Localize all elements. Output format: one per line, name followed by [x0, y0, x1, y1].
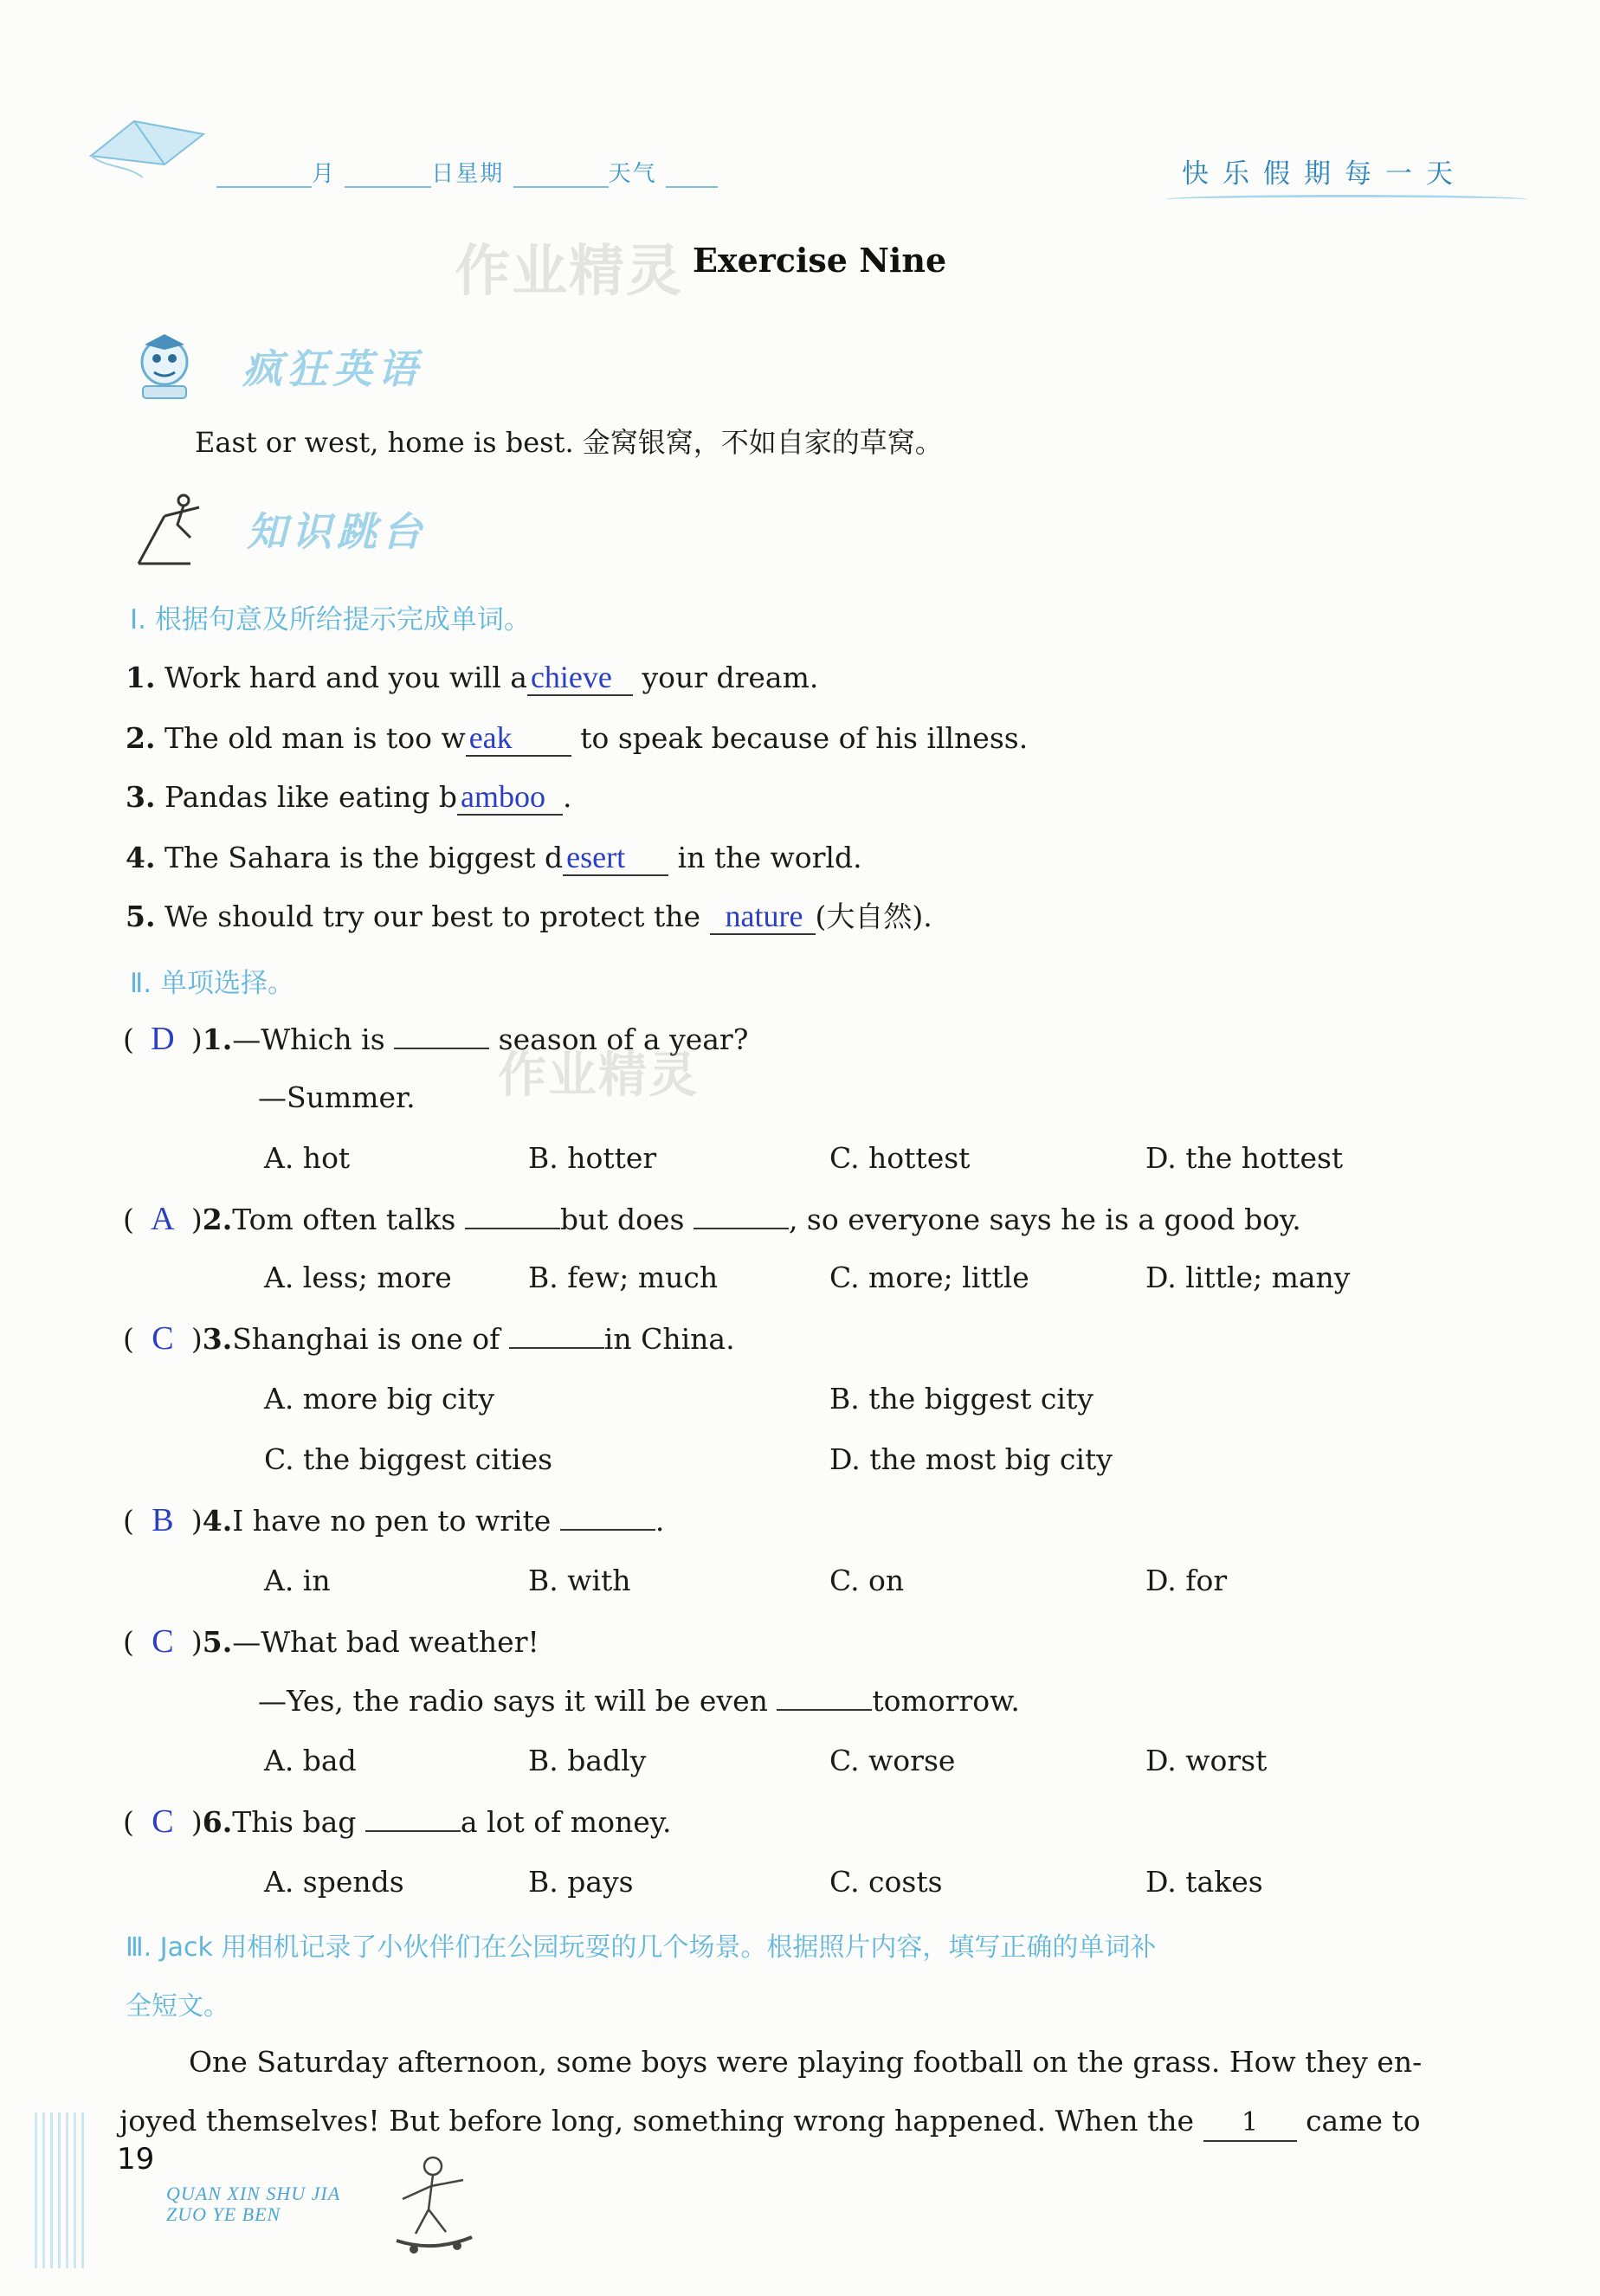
option: C. costs [829, 1865, 943, 1899]
mc-question-3: ( C )3.Shanghai is one of in China. [123, 1320, 735, 1357]
date-line [216, 156, 718, 188]
option: B. pays [528, 1865, 634, 1899]
option: A. less; more [264, 1261, 452, 1294]
option: D. the hottest [1145, 1141, 1344, 1175]
option: C. more; little [829, 1261, 1029, 1294]
diver-icon [130, 490, 208, 568]
month-label: 月 [312, 161, 337, 187]
page-number: 19 [117, 2142, 155, 2177]
day-label: 日 [431, 161, 456, 187]
option: D. the most big city [829, 1442, 1113, 1476]
mc-question-5: ( C )5.—What bad weather! [123, 1623, 539, 1660]
proverb: East or west, home is best. 金窝银窝，不如自家的草窝。 [195, 426, 943, 459]
passage-line-1: One Saturday afternoon, some boys were playing football on the grass. How they en- [189, 2045, 1423, 2079]
mascot-icon [126, 327, 203, 405]
option: C. on [829, 1564, 905, 1597]
option: A. spends [264, 1865, 404, 1899]
choice-answer: C [152, 1320, 174, 1357]
passage-line-2: joyed themselves! But before long, something wrong happened. When the 1 came to [119, 2104, 1421, 2142]
answer-blank: esert [563, 840, 668, 876]
option: B. the biggest city [829, 1382, 1094, 1416]
section-heading-knowledge: 知识跳台 [247, 508, 427, 555]
choice-answer: C [152, 1803, 174, 1840]
passage-blank-1: 1 [1203, 2106, 1297, 2142]
weekday-label: 星期 [455, 161, 505, 187]
fill-item-4: 4. The Sahara is the biggest d esert in the world. [126, 840, 862, 874]
fill-item-3: 3. Pandas like eating b amboo . [126, 779, 572, 814]
option: B. hotter [528, 1141, 657, 1175]
option: D. worst [1145, 1744, 1268, 1777]
option: B. few; much [528, 1261, 719, 1294]
choice-answer: C [152, 1623, 174, 1660]
fill-item-5: 5. We should try our best to protect the nature (大自然). [126, 899, 932, 933]
answer-blank: chieve [527, 660, 633, 696]
choice-answer: D [151, 1021, 175, 1057]
option: A. more big city [264, 1382, 494, 1416]
answer-blank: amboo [457, 779, 563, 816]
option: A. hot [264, 1141, 351, 1175]
part3-heading-line2: 全短文。 [126, 1991, 229, 2022]
choice-answer: B [152, 1502, 174, 1538]
part1-heading: Ⅰ. 根据句意及所给提示完成单词。 [130, 604, 531, 635]
answer-blank: eak [466, 720, 571, 757]
mc-reply-5: —Yes, the radio says it will be even tomorrow. [258, 1684, 1020, 1718]
option: C. the biggest cities [264, 1442, 553, 1476]
page-title: Exercise Nine [693, 241, 947, 280]
mc-question-6: ( C )6.This bag a lot of money. [123, 1803, 672, 1840]
answer-blank: nature [710, 899, 816, 935]
watermark-mid: 作业精灵 [498, 1048, 699, 1104]
fill-item-2: 2. The old man is too w eak to speak because of his illness. [126, 720, 1029, 755]
option: D. for [1145, 1564, 1228, 1597]
mc-question-1: ( D )1.—Which is season of a year? [123, 1021, 749, 1057]
fill-item-1: 1. Work hard and you will a chieve your dream. [126, 660, 819, 694]
weather-label: 天气 [608, 161, 657, 187]
header-slogan: 快乐假期每一天 [1182, 158, 1467, 190]
skateboarder-icon [381, 2147, 485, 2260]
choice-answer: A [151, 1201, 175, 1237]
option: A. bad [264, 1744, 357, 1777]
option: C. hottest [829, 1141, 971, 1175]
section-heading-crazy-english: 疯狂英语 [242, 345, 423, 392]
part2-heading: Ⅱ. 单项选择。 [130, 968, 294, 999]
option: C. worse [829, 1744, 956, 1777]
kite-icon [82, 104, 212, 182]
part3-heading-line1: Ⅲ. Jack 用相机记录了小伙伴们在公园玩耍的几个场景。根据照片内容，填写正确的单词补 [126, 1932, 1157, 1963]
watermark-top: 作业精灵 [455, 240, 683, 304]
header-swoosh [1165, 195, 1528, 204]
option: A. in [264, 1564, 331, 1597]
option: B. badly [528, 1744, 647, 1777]
option: B. with [528, 1564, 631, 1597]
mc-question-4: ( B )4.I have no pen to write . [123, 1502, 665, 1538]
option: D. little; many [1145, 1261, 1351, 1294]
mc-reply-1: —Summer. [258, 1080, 416, 1114]
margin-stripes [35, 2112, 87, 2268]
option: D. takes [1145, 1865, 1263, 1899]
series-name: QUAN XIN SHU JIA ZUO YE BEN [166, 2183, 341, 2225]
mc-question-2: ( A )2.Tom often talks but does , so everyone says he is a good boy. [123, 1201, 1301, 1237]
